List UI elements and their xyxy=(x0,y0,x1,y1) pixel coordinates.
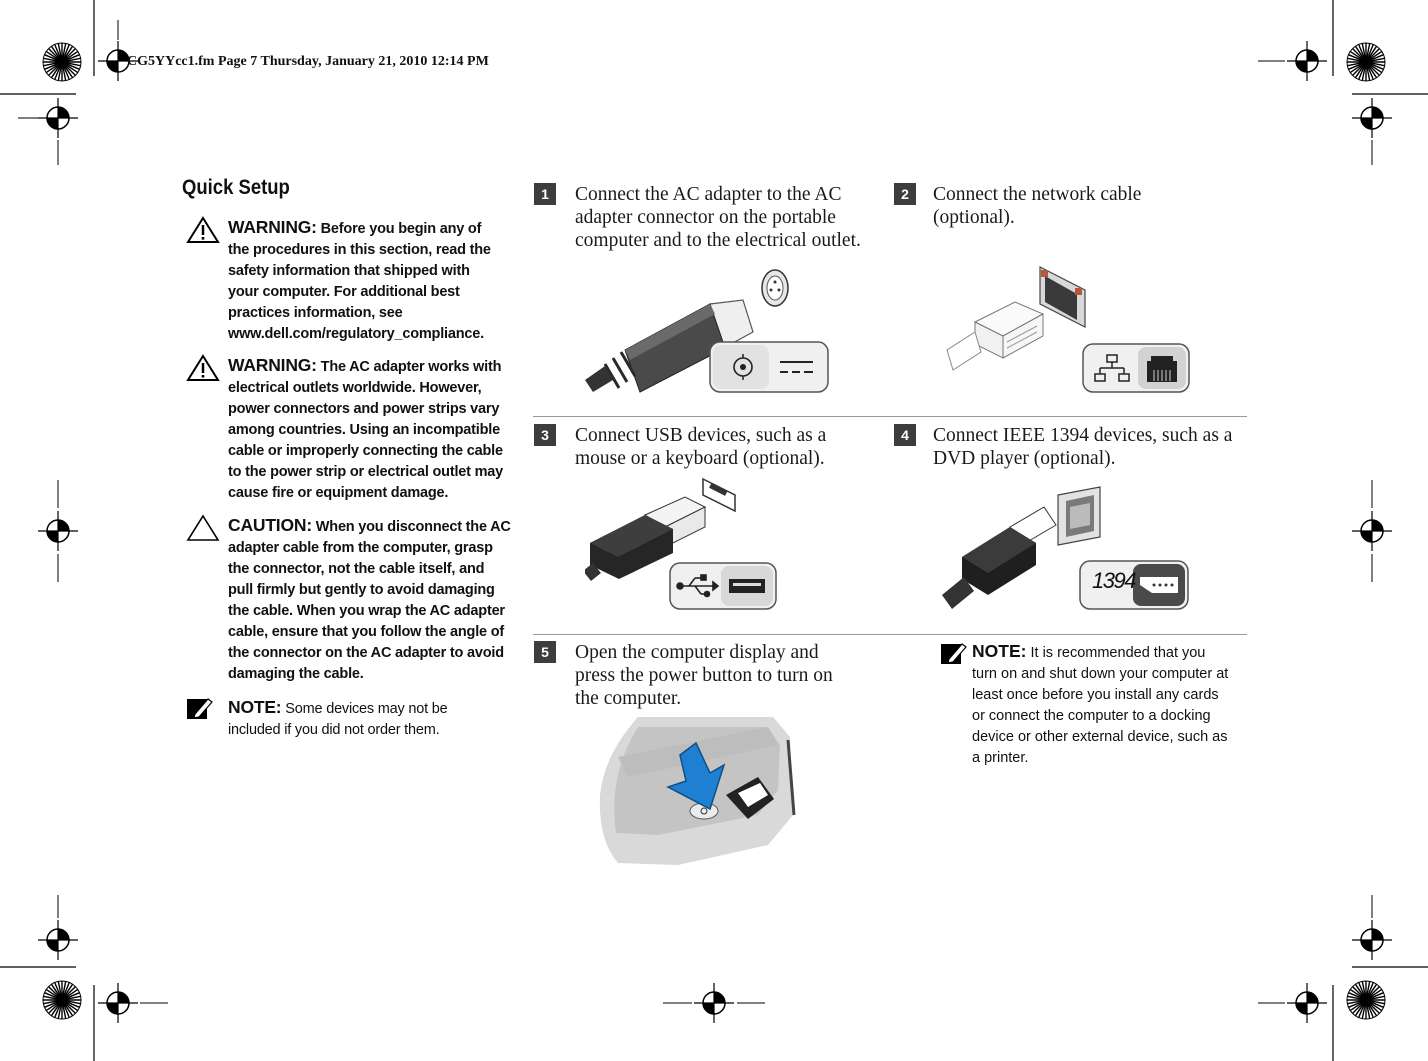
caution-text: When you disconnect the AC adapter cable from the computer, grasp the connector, not the cable itself, and pull firmly but gently to avoid damaging the cable. When you wrap the AC adapter cable, ensure that you follow the angle of the connector on the AC adapter to avoid damaging the cable. xyxy=(228,519,511,682)
note-label: NOTE: xyxy=(228,697,282,717)
power-button-illustration xyxy=(598,715,803,865)
divider xyxy=(533,416,1247,417)
step-2-badge: 2 xyxy=(894,183,916,205)
step-4-text: Connect IEEE 1394 devices, such as a DVD player (optional). xyxy=(933,425,1233,469)
warning-notice-safety xyxy=(228,217,493,345)
note-pencil-icon xyxy=(940,642,968,666)
step-5-text: Open the computer display and press the power button to turn on the computer. xyxy=(575,642,833,709)
note-text: It is recommended that you turn on and shut down your computer at least once before you install any cards or connect the computer to a docking device or other external device, such as a printer. xyxy=(972,645,1229,766)
page-title: Quick Setup xyxy=(182,176,290,199)
step-5-badge: 5 xyxy=(534,641,556,663)
note-label: NOTE: xyxy=(972,641,1027,661)
ieee1394-illustration xyxy=(940,485,1195,615)
warning-notice-ac-adapter xyxy=(228,355,518,504)
file-info-header: CG5YYcc1.fm Page 7 Thursday, January 21, 2010 12:14 PM xyxy=(127,54,489,69)
divider xyxy=(533,634,1247,635)
warning-text: The AC adapter works with electrical outlets worldwide. However, power connectors and power strips vary among countries. Using an incompatible cable or improperly connecting the cable to the power strip or electrical outlet may cause fire or equipment damage. xyxy=(228,359,504,501)
warning-label: WARNING: xyxy=(228,217,317,237)
step-3-text: Connect USB devices, such as a mouse or a keyboard (optional). xyxy=(575,425,827,469)
step-2-text: Connect the network cable (optional). xyxy=(933,184,1142,228)
side-note xyxy=(972,641,1234,769)
caution-notice xyxy=(228,515,513,685)
step-4-badge: 4 xyxy=(894,424,916,446)
warning-icon xyxy=(186,354,220,382)
warning-text: Before you begin any of the procedures in this section, read the safety information that shipped with your computer. For additional best practices information, see www.dell.com/regulatory_compliance. xyxy=(228,221,491,342)
warning-icon xyxy=(186,216,220,244)
step-1-text: Connect the AC adapter to the AC adapter connector on the portable computer and to the electrical outlet. xyxy=(575,184,861,251)
ac-adapter-illustration xyxy=(585,262,840,397)
note-text: Some devices may not be included if you did not order them. xyxy=(228,701,448,738)
usb-illustration xyxy=(585,475,780,615)
step-3-badge: 3 xyxy=(534,424,556,446)
note-devices xyxy=(228,697,478,741)
warning-label: WARNING: xyxy=(228,355,317,375)
caution-label: CAUTION: xyxy=(228,515,312,535)
network-cable-illustration xyxy=(945,262,1195,397)
port-1394-label: 1394 xyxy=(1092,568,1135,593)
caution-icon xyxy=(186,514,220,542)
note-pencil-icon xyxy=(186,697,214,721)
step-1-badge: 1 xyxy=(534,183,556,205)
